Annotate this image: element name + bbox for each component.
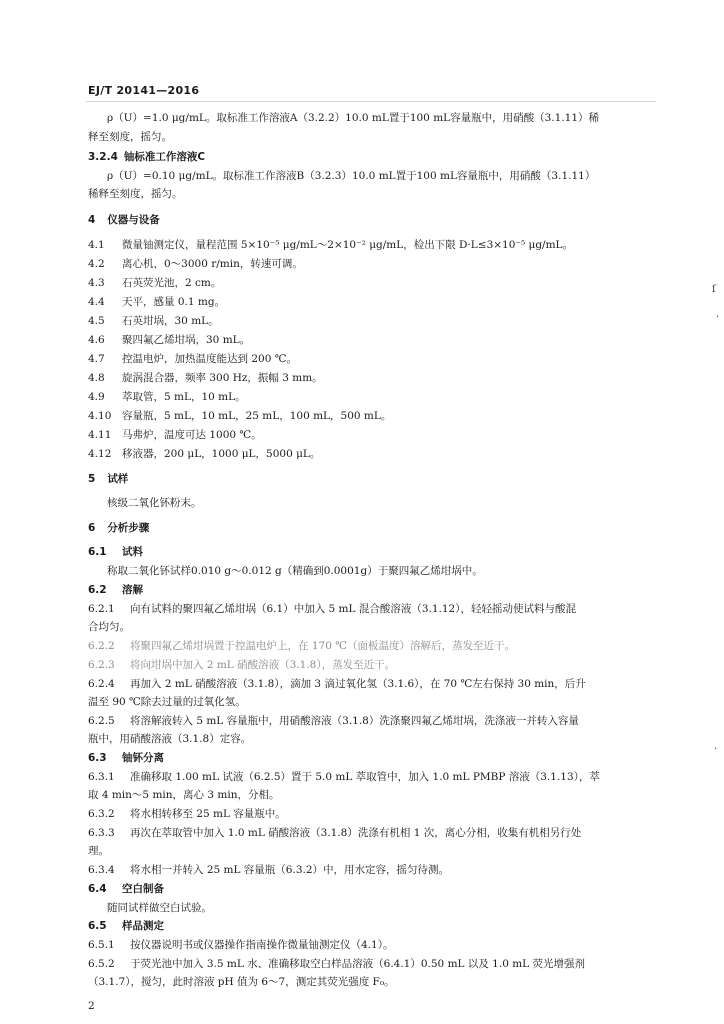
list-item: [88, 714, 579, 728]
section-heading: [88, 472, 128, 486]
heading-text: 试样: [107, 473, 129, 485]
item-text: 将溶解液转入 5 mL 容量瓶中，用硝酸溶液（3.1.8）洗涤聚四氟乙烯坩埚，洗涤液一并转入容量: [130, 715, 579, 727]
list-item: [88, 238, 573, 252]
para-line: 取 4 min～5 min，离心 3 min，分相。: [88, 789, 280, 801]
list-item: [88, 257, 303, 271]
item-number: 6.3.4: [88, 864, 115, 876]
item-text: 石英荧光池，2 cm。: [122, 277, 222, 289]
item-number: 6.2.5: [88, 715, 115, 727]
item-number: 4.1: [88, 239, 105, 251]
para-line: 随同试样做空白试验。: [107, 902, 212, 914]
list-item: [88, 371, 323, 385]
heading-text: 溶解: [122, 584, 143, 596]
item-number: 4.7: [88, 353, 105, 365]
item-number: 6.3.3: [88, 827, 115, 839]
section-heading: [88, 521, 149, 535]
item-text: 准确移取 1.00 mL 试液（6.2.5）置于 5.0 mL 萃取管中，加入 1.0 mL PMBP 溶液（3.1.13），萃: [130, 771, 600, 783]
subsection-heading: [88, 545, 143, 559]
para-line: 称取二氧化钚试样0.010 g～0.012 g（精确到0.0001g）于聚四氟乙烯坩埚中。: [107, 565, 483, 577]
list-item: [88, 677, 586, 691]
list-item: [88, 333, 250, 347]
list-item: [88, 658, 395, 672]
item-number: 6.2.4: [88, 678, 115, 690]
para-line: 释至刻度，摇匀。: [88, 131, 172, 143]
subsection-heading: [88, 919, 164, 933]
section-heading: [88, 213, 160, 227]
item-text: 于荧光池中加入 3.5 mL 水、准确移取空白样品溶液（6.4.1）0.50 mL 以及 1.0 mL 荧光增强剂: [130, 958, 585, 970]
item-number: 6.5.2: [88, 958, 115, 970]
item-number: 4.5: [88, 315, 105, 327]
para-line: 核级二氧化钚粉末。: [107, 497, 202, 509]
list-item: [88, 807, 286, 821]
para-line: 温至 90 ℃除去过量的过氧化氢。: [88, 696, 246, 708]
page-number: 2: [88, 1000, 95, 1012]
item-number: 6.3.1: [88, 771, 115, 783]
list-item: [88, 770, 600, 784]
scan-mark: ·: [716, 312, 720, 323]
item-number: 6.2.3: [88, 659, 115, 671]
item-text: 按仪器说明书或仪器操作指南操作微量铀测定仪（4.1）。: [130, 939, 394, 951]
item-text: 再次在萃取管中加入 1.0 mL 硝酸溶液（3.1.8）洗涤有机相 1 次，离心分相，收集有机相另行处: [130, 827, 582, 839]
heading-text: 样品测定: [122, 920, 164, 932]
para-line: 合均匀。: [88, 621, 130, 633]
heading-number: 4: [88, 214, 96, 226]
item-number: 6.5.1: [88, 939, 115, 951]
item-text: 萃取管，5 mL，10 mL。: [122, 391, 246, 403]
item-text: 天平，感量 0.1 mg。: [122, 296, 226, 308]
subsection-heading: [88, 751, 164, 765]
heading-text: 试料: [122, 546, 143, 558]
item-text: 离心机，0～3000 r/min，转速可调。: [122, 258, 303, 270]
heading-number: 6.3: [88, 752, 107, 764]
heading-number: 6.4: [88, 883, 107, 895]
list-item: [88, 602, 576, 616]
item-text: 控温电炉，加热温度能达到 200 ℃。: [122, 353, 297, 365]
list-item: [88, 863, 449, 877]
item-number: 4.4: [88, 296, 105, 308]
list-item: [88, 390, 246, 404]
para-line: ρ（U）=0.10 μg/mL。取标准工作溶液B（3.2.3）10.0 mL置于100 mL容量瓶中，用硝酸（3.1.11）: [107, 170, 596, 182]
header-rule: [86, 101, 656, 102]
list-item: [88, 409, 391, 423]
item-text: 将水相转移至 25 mL 容量瓶中。: [130, 808, 286, 820]
list-item: [88, 352, 297, 366]
heading-number: 6: [88, 522, 96, 534]
item-text: 移液器，200 μL，1000 μL，5000 μL。: [122, 448, 321, 460]
scan-mark: ·: [714, 744, 718, 755]
para-line: 稀释至刻度，摇匀。: [88, 188, 183, 200]
item-number: 4.9: [88, 391, 105, 403]
subsection-heading: [88, 882, 164, 896]
list-item: [88, 447, 320, 461]
item-number: 4.12: [88, 448, 112, 460]
heading-text: 分析步骤: [107, 522, 150, 534]
item-text: 马弗炉，温度可达 1000 ℃。: [122, 429, 262, 441]
item-text: 容量瓶，5 mL，10 mL，25 mL，100 mL，500 mL。: [122, 410, 392, 422]
item-text: 旋涡混合器，频率 300 Hz，振幅 3 mm。: [122, 372, 323, 384]
item-text: 将水相一并转入 25 mL 容量瓶（6.3.2）中，用水定容，摇匀待测。: [130, 864, 450, 876]
item-number: 4.11: [88, 429, 112, 441]
item-text: 再加入 2 mL 硝酸溶液（3.1.8），滴加 3 滴过氧化氢（3.1.6），在 70 ℃左右保持 30 min，后升: [130, 678, 586, 690]
heading-number: 3.2.4: [88, 151, 118, 163]
heading-number: 6.1: [88, 546, 107, 558]
item-text: 微量铀测定仪，量程范围 5×10⁻⁵ μg/mL～2×10⁻² μg/mL，检出下限 D·L≤3×10⁻⁵ μg/mL。: [122, 239, 574, 251]
item-text: 石英坩埚，30 mL。: [122, 315, 219, 327]
item-number: 6.3.2: [88, 808, 115, 820]
list-item: [88, 428, 262, 442]
list-item: [88, 314, 219, 328]
item-number: 4.2: [88, 258, 105, 270]
scan-mark: ſ: [712, 284, 716, 295]
item-text: 将聚四氟乙烯坩埚置于控温电炉上，在 170 ℃（面板温度）溶解后，蒸发至近干。: [130, 640, 515, 652]
list-item: [88, 639, 515, 653]
list-item: [88, 276, 221, 290]
item-text: 将向坩埚中加入 2 mL 硝酸溶液（3.1.8），蒸发至近干。: [130, 659, 396, 671]
item-number: 4.3: [88, 277, 105, 289]
list-item: [88, 957, 585, 971]
item-text: 向有试料的聚四氟乙烯坩埚（6.1）中加入 5 mL 混合酸溶液（3.1.12），轻轻摇动使试料与酸混: [130, 603, 576, 615]
item-number: 4.6: [88, 334, 105, 346]
heading-number: 6.2: [88, 584, 107, 596]
heading-text: 空白制备: [122, 883, 164, 895]
list-item: [88, 938, 393, 952]
list-item: [88, 295, 225, 309]
item-number: 6.2.1: [88, 603, 115, 615]
item-text: 聚四氟乙烯坩埚，30 mL。: [122, 334, 251, 346]
item-number: 4.10: [88, 410, 112, 422]
heading-text: 铀标准工作溶液C: [123, 151, 206, 163]
heading-number: 5: [88, 473, 96, 485]
heading-number: 6.5: [88, 920, 107, 932]
subsection-heading: [88, 583, 143, 597]
para-line: （3.1.7），搅匀，此时溶液 pH 值为 6～7，测定其荧光强度 F₀。: [88, 976, 395, 988]
standard-number-header: EJ/T 20141—2016: [88, 84, 200, 97]
heading-text: 铀钚分离: [122, 752, 164, 764]
heading-text: 仪器与设备: [107, 214, 160, 226]
subsection-heading: [88, 150, 205, 164]
para-line: 瓶中，用硝酸溶液（3.1.8）定容。: [88, 733, 252, 745]
item-number: 4.8: [88, 372, 105, 384]
item-number: 6.2.2: [88, 640, 115, 652]
para-line: 理。: [88, 845, 109, 857]
para-line: ρ（U）=1.0 μg/mL。取标准工作溶液A（3.2.2）10.0 mL置于100 mL容量瓶中，用硝酸（3.1.11）稀: [107, 112, 600, 124]
list-item: [88, 826, 581, 840]
